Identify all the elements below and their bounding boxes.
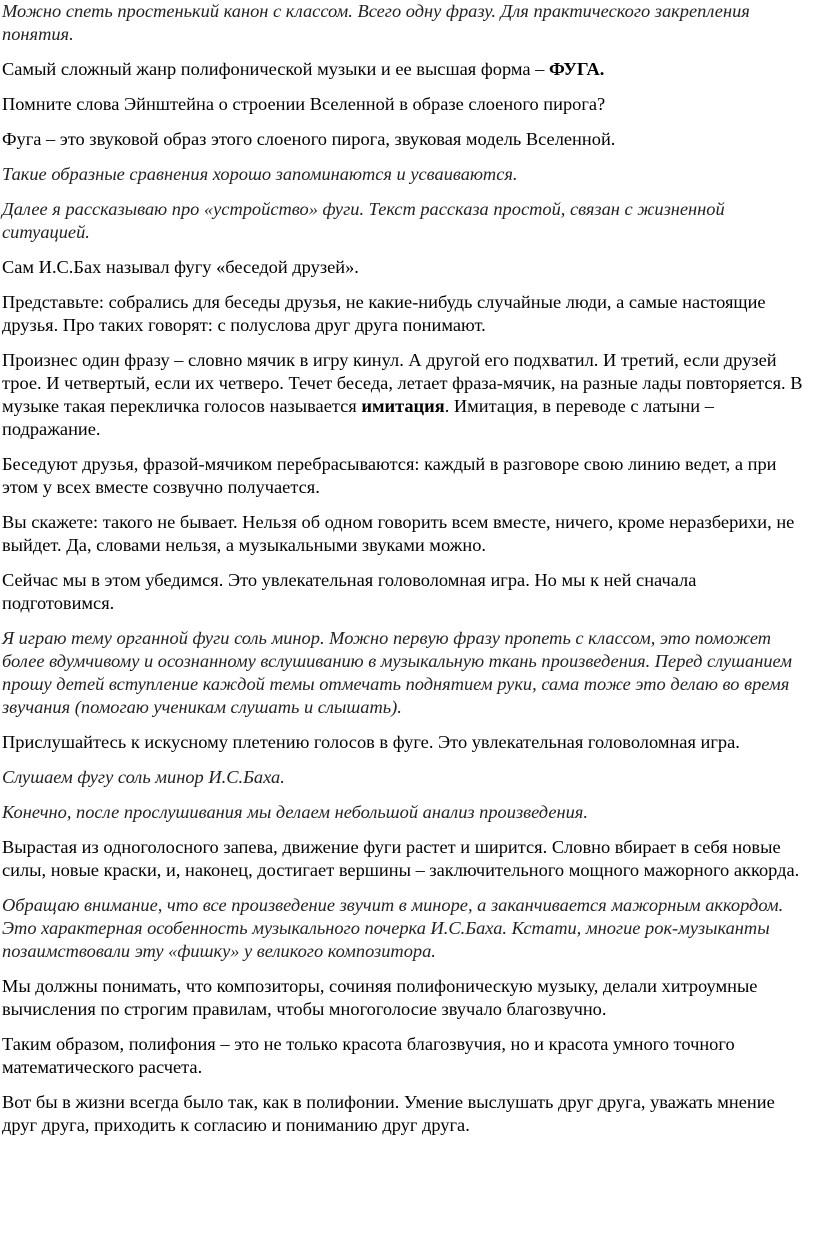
paragraph-major-chord-note: Обращаю внимание, что все произведение звучит в миноре, а заканчивается мажорным аккордом. Это характерная особенность музыкального почерка И.С.Баха. Кстати, многие рок-музыканты позаимствовали эту «фишку» у великого композитора. [2,895,784,961]
paragraph-einstein: Помните слова Эйнштейна о строении Вселенной в образе слоеного пирога? [2,94,606,114]
paragraph-friends: Представьте: собрались для беседы друзья, не какие-нибудь случайные люди, а самые настоящие друзья. Про таких говорят: с полуслова друг друга понимают. [2,292,766,335]
paragraph-theme-note: Я играю тему органной фуги соль минор. Можно первую фразу пропеть с классом, это поможет более вдумчивому и осознанному вслушиванию в музыкальную ткань произведения. Перед слушанием прошу детей вступление каждой темы отмечать поднятием руки, сама тоже это делаю во время звучания (помогаю ученикам слушать и слышать). [2,628,792,717]
fugue-genre-text: Самый сложный жанр полифонической музыки и ее высшая форма – [2,59,549,79]
paragraph-objection: Вы скажете: такого не бывает. Нельзя об одном говорить всем вместе, ничего, кроме неразберихи, не выйдет. Да, словами нельзя, а музыкальными звуками можно. [2,512,795,555]
paragraph-fugue-genre [2,58,810,81]
paragraph-comparisons-note: Такие образные сравнения хорошо запоминаются и усваиваются. [2,164,518,184]
paragraph-life: Вот бы в жизни всегда было так, как в полифонии. Умение выслушать друг друга, уважать мнение друг друга, приходить к согласию и пониманию друг друга. [2,1092,775,1135]
paragraph-sound-image: Фуга – это звуковой образ этого слоеного пирога, звуковая модель Вселенной. [2,129,616,149]
imitation-term: имитация [361,396,445,416]
paragraph-game: Сейчас мы в этом убедимся. Это увлекательная головоломная игра. Но мы к ней сначала подготовимся. [2,570,697,613]
paragraph-conclusion: Таким образом, полифония – это не только красота благозвучия, но и красота умного точного математического расчета. [2,1034,735,1077]
paragraph-listen: Прислушайтесь к искусному плетению голосов в фуге. Это увлекательная головоломная игра. [2,732,740,752]
paragraph-analysis-note: Конечно, после прослушивания мы делаем небольшой анализ произведения. [2,802,588,822]
paragraph-canon: Можно спеть простенький канон с классом. Всего одну фразу. Для практического закрепления понятия. [2,1,750,44]
paragraph-calculations: Мы должны понимать, что композиторы, сочиняя полифоническую музыку, делали хитроумные вычисления по строгим правилам, чтобы многоголосие звучало благозвучно. [2,976,758,1019]
fugue-term: ФУГА. [548,59,605,79]
imitation-text-before: Произнес один фразу – словно мячик в игру кинул. А другой его подхватил. И третий, если друзей трое. И четвертый, если их четверо. Течет беседа, летает фраза-мячик, на разные лады повторяется. В музыке такая перекличка голосов называется [2,350,803,416]
paragraph-bach-quote: Сам И.С.Бах называл фугу «беседой друзей». [2,257,359,277]
paragraph-imitation [2,349,810,441]
imitation-text-after: . Имитация, в переводе с латыни – подражание. [2,396,714,439]
paragraph-conversation: Беседуют друзья, фразой-мячиком перебрасываются: каждый в разговоре свою линию ведет, а при этом у всех вместе созвучно получается. [2,454,777,497]
paragraph-structure-note: Далее я рассказываю про «устройство» фуги. Текст рассказа простой, связан с жизненной ситуацией. [2,199,725,242]
paragraph-growth: Вырастая из одноголосного запева, движение фуги растет и ширится. Словно вбирает в себя новые силы, новые краски, и, наконец, достигает вершины – заключительного мощного мажорного аккорда. [2,837,800,880]
paragraph-listening-note: Слушаем фугу соль минор И.С.Баха. [2,767,285,787]
